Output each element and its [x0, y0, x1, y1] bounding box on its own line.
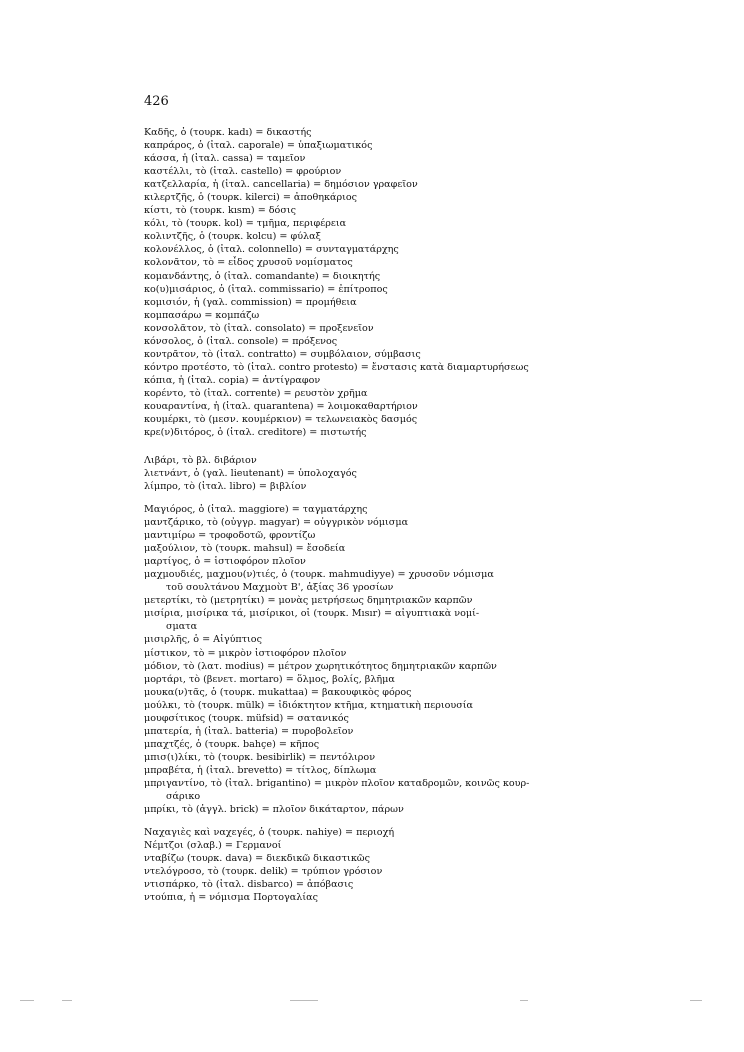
- glossary-section-m: [144, 503, 664, 816]
- glossary-entry: μετερτίκι, τὸ (μετρητίκι) = μονὰς μετρήσεως δημητριακῶν καρπῶν: [144, 595, 473, 607]
- glossary-entry: μαξούλιον, τὸ (τουρκ. mahsul) = ἔσοδεία: [144, 543, 346, 555]
- glossary-entry: μαχμουδιές, μαχμου(ν)τιές, ὁ (τουρκ. mahmudiyye) = χρυσοῦν νόμισμα: [144, 569, 494, 581]
- glossary-entry: λίμπρο, τὸ (ἰταλ. libro) = βιβλίον: [144, 481, 307, 493]
- glossary-entry-continuation: σματα: [166, 621, 198, 633]
- glossary-entry: μπαχτζές, ὁ (τουρκ. bahçe) = κῆπος: [144, 738, 320, 750]
- glossary-entry: Νέμτζοι (σλαβ.) = Γερμανοί: [144, 840, 282, 852]
- glossary-section-l: [144, 454, 664, 493]
- glossary-entry: μαντζάρικο, τὸ (οὐγγρ. magyar) = οὐγγρικὸν νόμισμα: [144, 517, 409, 529]
- glossary-entry: μορτάρι, τὸ (βενετ. mortaro) = ὅλμος, βολίς, βλῆμα: [144, 673, 395, 685]
- glossary-entry: κορέντο, τὸ (ἰταλ. corrente) = ρευστὸν χρῆμα: [144, 387, 368, 399]
- glossary-entry: ντισπάρκο, τὸ (ἰταλ. disbarco) = ἀπόβασις: [144, 879, 354, 891]
- glossary-entry: μαρτίγος, ὁ = ἱστιοφόρον πλοῖον: [144, 556, 306, 568]
- glossary-entry: κόλι, τὸ (τουρκ. kol) = τμῆμα, περιφέρεια: [144, 218, 347, 230]
- glossary-entry: μισιρλῆς, ὁ = Αἰγύπτιος: [144, 634, 262, 646]
- glossary-entry: κάσσα, ἡ (ἰταλ. cassa) = ταμεῖον: [144, 153, 306, 165]
- glossary-entry: κομπασάρω = κομπάζω: [144, 309, 260, 321]
- glossary-entry: κόνσολος, ὁ (ἰταλ. console) = πρόξενος: [144, 335, 338, 347]
- glossary-entry: καστέλλι, τὸ (ἰταλ. castello) = φρούριον: [144, 166, 342, 178]
- scan-mark: [690, 1000, 702, 1001]
- glossary-entry: κίστι, τὸ (τουρκ. kısm) = δόσις: [144, 205, 297, 217]
- glossary-entry: μούλκι, τὸ (τουρκ. mülk) = ἰδιόκτητον κτῆμα, κτηματικὴ περιουσία: [144, 699, 474, 711]
- glossary-entry: κολιντζῆς, ὁ (τουρκ. kolcu) = φύλαξ: [144, 231, 321, 243]
- glossary-entry: κόντρο προτέστο, τὸ (ἰταλ. contro protesto) = ἔνστασις κατὰ διαμαρτυρήσεως: [144, 361, 529, 373]
- glossary-entry: κουμέρκι, τὸ (μεσν. κουμέρκιον) = τελωνειακὸς δασμός: [144, 414, 418, 426]
- glossary-entry: κονσολᾶτον, τὸ (ἰταλ. consolato) = προξενεῖον: [144, 322, 374, 334]
- glossary-entry: μουφσίτικος (τουρκ. müfsid) = σατανικός: [144, 712, 349, 724]
- glossary-entry-continuation: τοῦ σουλτάνου Μαχμοὺτ Β', ἀξίας 36 γροσίων: [166, 582, 394, 594]
- glossary-entry: μπισ(ι)λίκι, τὸ (τουρκ. besibirlik) = πεντόλιρον: [144, 751, 376, 763]
- glossary-section-k: [144, 126, 664, 439]
- glossary-entry: νταβίζω (τουρκ. dava) = διεκδικῶ δικαστικῶς: [144, 853, 371, 865]
- glossary-entry: Λιβάρι, τὸ βλ. διβάριον: [144, 455, 257, 466]
- glossary-entry: μπραβέτα, ἡ (ἰταλ. brevetto) = τίτλος, δίπλωμα: [144, 764, 377, 776]
- glossary-entry: καπράρος, ὁ (ἰταλ. caporale) = ὑπαξιωματικός: [144, 140, 373, 152]
- glossary-entry: κο(υ)μισάριος, ὁ (ἰταλ. commissario) = ἐπίτροπος: [144, 283, 388, 295]
- glossary-entry-continuation: σάρικο: [166, 791, 201, 803]
- glossary-entry: λιετνάντ, ὁ (γαλ. lieutenant) = ὑπολοχαγός: [144, 468, 357, 480]
- scan-mark: [62, 1000, 72, 1001]
- glossary-entry: κομανδάντης, ὁ (ἰταλ. comandante) = διοικητής: [144, 270, 381, 282]
- glossary-entry: μουκα(ν)τᾶς, ὁ (τουρκ. mukattaa) = βακουφικὸς φόρος: [144, 686, 412, 698]
- glossary-entry: μπριγαντίνο, τὸ (ἰταλ. brigantino) = μικρὸν πλοῖον καταδρομῶν, κοινῶς κουρ-: [144, 777, 530, 789]
- glossary-entry: κουαραντίνα, ἡ (ἰταλ. quarantena) = λοιμοκαθαρτήριον: [144, 400, 418, 412]
- glossary-entry: κοντρᾶτον, τὸ (ἰταλ. contratto) = συμβόλαιον, σύμβασις: [144, 348, 421, 360]
- glossary-entry: μπατερία, ἡ (ἰταλ. batteria) = πυροβολεῖον: [144, 725, 354, 737]
- glossary-entry: μόδιον, τὸ (λατ. modius) = μέτρον χωρητικότητος δημητριακῶν καρπῶν: [144, 660, 497, 672]
- glossary-entry: μπρίκι, τὸ (ἀγγλ. brick) = πλοῖον δικάταρτον, πάρων: [144, 804, 404, 816]
- glossary-entry: μαντιμίρω = τροφοδοτῶ, φροντίζω: [144, 530, 316, 542]
- glossary-entry: κομισιόν, ἡ (γαλ. commission) = προμήθεια: [144, 296, 357, 308]
- glossary-entry: κολονέλλος, ὁ (ἰταλ. colonnello) = συνταγματάρχης: [144, 244, 399, 256]
- glossary-entry: κρε(ν)διτόρος, ὁ (ἰταλ. creditore) = πιστωτής: [144, 427, 367, 439]
- glossary-entry: Ναχαγιὲς καὶ ναχεγές, ὁ (τουρκ. nahiye) = περιοχή: [144, 827, 395, 838]
- glossary-entry: Μαγιόρος, ὁ (ἰταλ. maggiore) = ταγματάρχης: [144, 504, 368, 515]
- glossary-entry: κιλερτζῆς, ὁ (τουρκ. kilerci) = ἀποθηκάριος: [144, 192, 358, 204]
- glossary-entry: ντούπια, ἡ = νόμισμα Πορτογαλίας: [144, 892, 318, 904]
- glossary-entry: μίστικον, τὸ = μικρὸν ἱστιοφόρον πλοῖον: [144, 647, 347, 659]
- scan-mark: [520, 1000, 528, 1001]
- scan-mark: [290, 1000, 318, 1001]
- glossary-entry: ντελόγροσο, τὸ (τουρκ. delik) = τρύπιον γρόσιον: [144, 866, 383, 878]
- glossary-section-n: [144, 826, 664, 904]
- glossary-entry: Καδῆς, ὁ (τουρκ. kadı) = δικαστής: [144, 127, 312, 138]
- page-number: 426: [144, 94, 169, 109]
- glossary-entry: κόπια, ἡ (ἰταλ. copia) = ἀντίγραφον: [144, 374, 321, 386]
- glossary-entry: κολονᾶτον, τὸ = εἶδος χρυσοῦ νομίσματος: [144, 257, 353, 269]
- glossary-entry: μισίρια, μισίρικα τά, μισίρικοι, οἱ (τουρκ. Mısır) = αἰγυπτιακὰ νομί-: [144, 608, 480, 620]
- glossary-entry: κατζελλαρία, ἡ (ἰταλ. cancellaria) = δημόσιον γραφεῖον: [144, 179, 418, 191]
- scan-mark: [20, 1000, 34, 1001]
